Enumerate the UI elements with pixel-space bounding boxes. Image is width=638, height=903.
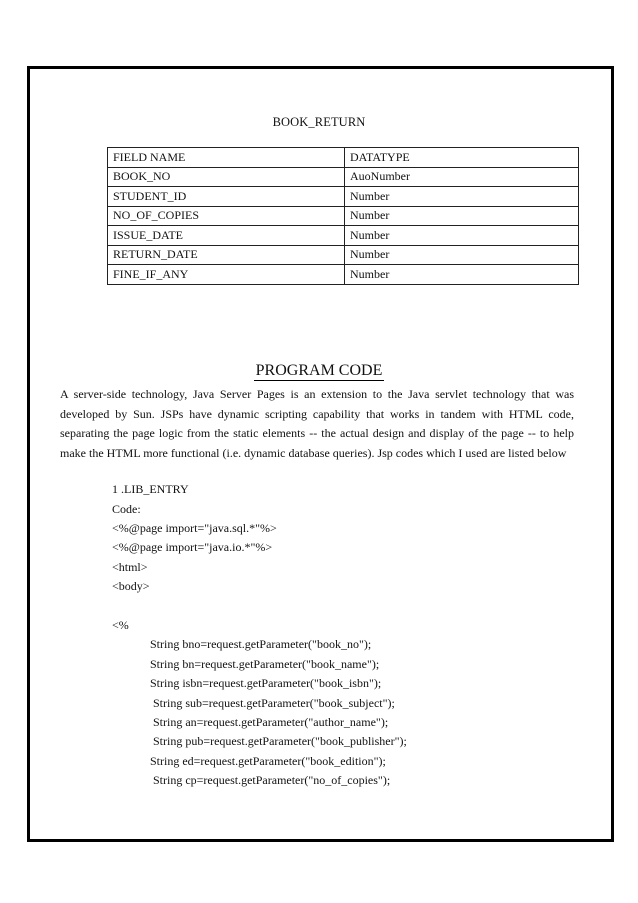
table-title: BOOK_RETURN bbox=[272, 115, 366, 129]
datatype-cell: AuoNumber bbox=[345, 167, 579, 187]
field-name-cell: BOOK_NO bbox=[108, 167, 345, 187]
code-line: String isbn=request.getParameter("book_isbn"); bbox=[150, 676, 382, 690]
field-name-cell: FIELD NAME bbox=[108, 148, 345, 168]
section-heading bbox=[0, 362, 638, 380]
datatype-cell: Number bbox=[345, 245, 579, 265]
code-line: String pub=request.getParameter("book_publisher"); bbox=[153, 734, 407, 748]
datatype-cell: Number bbox=[345, 187, 579, 207]
table-row bbox=[108, 245, 579, 265]
code-line: <% bbox=[112, 618, 129, 632]
code-line: <%@page import="java.sql.*"%> bbox=[112, 521, 277, 535]
code-line: <body> bbox=[112, 579, 150, 593]
code-line: <html> bbox=[112, 560, 148, 574]
datatype-cell: Number bbox=[345, 206, 579, 226]
intro-paragraph: A server-side technology, Java Server Pages is an extension to the Java servlet technology that was developed by Sun. JSPs have dynamic scripting capability that works in tandem with HTML code, separating the page logic from the static elements -- the actual design and display of the page -- to help make the HTML more functional (i.e. dynamic database queries). Jsp codes which I used are listed below bbox=[60, 387, 574, 460]
table-row bbox=[108, 265, 579, 285]
code-line: String ed=request.getParameter("book_edition"); bbox=[150, 754, 386, 768]
code-line: <%@page import="java.io.*"%> bbox=[112, 540, 273, 554]
table-header-row bbox=[108, 148, 579, 168]
field-name-cell: STUDENT_ID bbox=[108, 187, 345, 207]
code-line: String bn=request.getParameter("book_name"); bbox=[150, 657, 380, 671]
datatype-cell: DATATYPE bbox=[345, 148, 579, 168]
code-line: String sub=request.getParameter("book_subject"); bbox=[153, 696, 395, 710]
field-name-cell: RETURN_DATE bbox=[108, 245, 345, 265]
table-row bbox=[108, 167, 579, 187]
field-name-cell: FINE_IF_ANY bbox=[108, 265, 345, 285]
datatype-cell: Number bbox=[345, 265, 579, 285]
code-line: String an=request.getParameter("author_name"); bbox=[153, 715, 389, 729]
book-return-table bbox=[107, 147, 579, 285]
table-row bbox=[108, 206, 579, 226]
code-line: String bno=request.getParameter("book_no"); bbox=[150, 637, 372, 651]
program-code-heading: PROGRAM CODE bbox=[255, 362, 383, 379]
table-row bbox=[108, 187, 579, 207]
field-name-cell: NO_OF_COPIES bbox=[108, 206, 345, 226]
code-line: 1 .LIB_ENTRY bbox=[112, 482, 189, 496]
field-name-cell: ISSUE_DATE bbox=[108, 226, 345, 246]
datatype-cell: Number bbox=[345, 226, 579, 246]
table-row bbox=[108, 226, 579, 246]
code-line: Code: bbox=[112, 502, 141, 516]
code-line: String cp=request.getParameter("no_of_copies"); bbox=[153, 773, 391, 787]
